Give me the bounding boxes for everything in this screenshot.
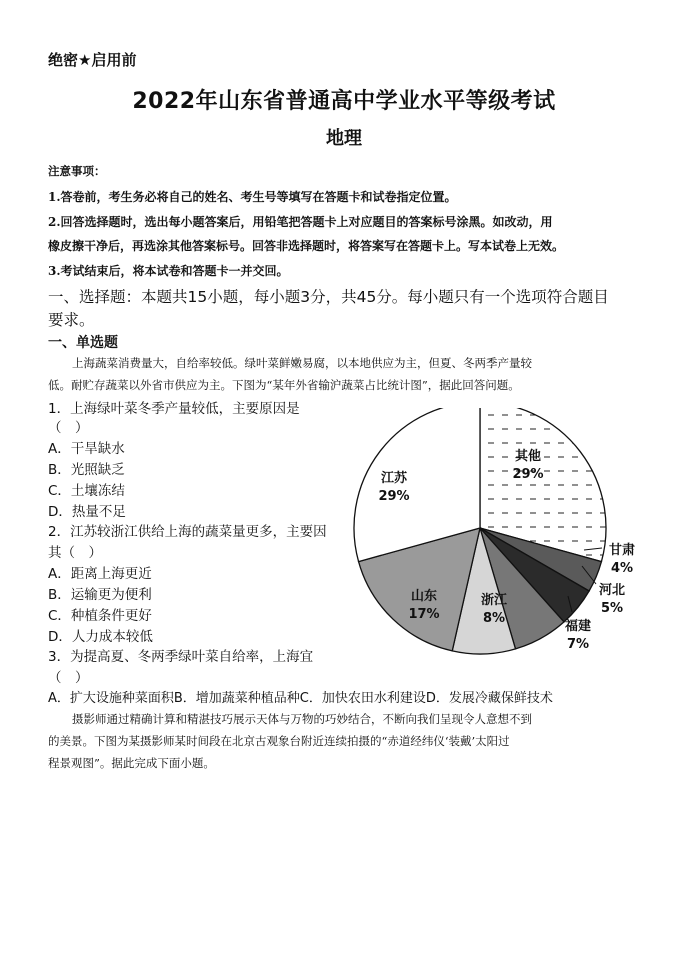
passage-1-line-1: 上海蔬菜消费量大，自给率较低。绿叶菜鲜嫩易腐，以本地供应为主，但夏、冬两季产量较: [72, 356, 532, 370]
q2-stem: 2．江苏较浙江供给上海的蔬菜量更多，主要因: [48, 524, 327, 540]
pie-label-value: 8%: [482, 611, 506, 626]
pie-label-value: 29%: [378, 489, 410, 504]
pie-label-value: 29%: [512, 467, 544, 482]
q1-stem-paren: （ ）: [48, 420, 89, 436]
note-3: 3.考试结束后，将本试卷和答题卡一并交回。: [48, 264, 289, 278]
q3-stem-paren: （ ）: [48, 670, 89, 686]
pie-label-value: 7%: [566, 637, 590, 652]
pie-label-value: 4%: [610, 561, 634, 576]
pie-label-name: 浙江: [480, 593, 508, 608]
section-heading-line-2: 要求。: [48, 311, 95, 329]
q2-option-d: D．人力成本较低: [48, 629, 153, 645]
pie-label-name: 其他: [514, 449, 542, 464]
q1-option-a: A．干旱缺水: [48, 441, 125, 457]
confidential-mark: 绝密★启用前: [48, 51, 137, 69]
subject-title: 地理: [326, 128, 362, 149]
notes-heading: 注意事项：: [48, 164, 106, 178]
passage-2-line-2: 的美景。下图为某摄影师某时间段在北京古观象台附近连续拍摄的“赤道经纬仪‘装戴’太阳过: [48, 734, 510, 748]
q1-option-c: C．土壤冻结: [48, 483, 125, 499]
passage-1-line-2: 低。耐贮存蔬菜以外省市供应为主。下图为“某年外省输沪蔬菜占比统计图”，据此回答问题。: [48, 378, 520, 392]
q3-stem: 3．为提高夏、冬两季绿叶菜自给率，上海宜: [48, 649, 314, 665]
pie-label-name: 河北: [598, 583, 626, 598]
pie-label-name: 江苏: [380, 471, 408, 486]
passage-2-line-1: 摄影师通过精确计算和精湛技巧展示天体与万物的巧妙结合，不断向我们呈现令人意想不到: [72, 712, 532, 726]
note-1: 1.答卷前，考生务必将自己的姓名、考生号等填写在答题卡和试卷指定位置。: [48, 190, 457, 204]
q1-option-b: B．光照缺乏: [48, 462, 125, 478]
pie-label-name: 山东: [410, 589, 438, 604]
q1-stem: 1．上海绿叶菜冬季产量较低，主要原因是: [48, 401, 300, 417]
exam-title: 2022年山东省普通高中学业水平等级考试: [132, 89, 556, 114]
pie-label-value: 17%: [408, 607, 440, 622]
q2-option-b: B．运输更为便利: [48, 587, 152, 603]
q2-stem-cont: 其（ ）: [48, 545, 102, 561]
note-2-line-2: 橡皮擦干净后，再选涂其他答案标号。回答非选择题时，将答案写在答题卡上。写本试卷上无效。: [48, 239, 565, 253]
note-2-line-1: 2.回答选择题时，选出每小题答案后，用铅笔把答题卡上对应题目的答案标号涂黑。如改动，用: [48, 215, 553, 229]
section-heading-line-1: 一、选择题：本题共15小题，每小题3分，共45分。每小题只有一个选项符合题目: [48, 288, 609, 306]
passage-2-line-3: 程景观图”。据此完成下面小题。: [48, 756, 215, 770]
pie-label-value: 5%: [600, 601, 624, 616]
q1-option-d: D．热量不足: [48, 504, 126, 520]
single-choice-heading: 一、单选题: [48, 335, 118, 351]
vegetable-share-pie-chart: [346, 408, 646, 668]
q2-option-a: A．距离上海更近: [48, 566, 152, 582]
pie-label-name: 甘肃: [608, 543, 636, 558]
pie-label-name: 福建: [564, 619, 592, 634]
q3-options: A．扩大设施种菜面积B．增加蔬菜种植品种C．加快农田水利建设D．发展冷藏保鲜技术: [48, 691, 553, 706]
q2-option-c: C．种植条件更好: [48, 608, 152, 624]
